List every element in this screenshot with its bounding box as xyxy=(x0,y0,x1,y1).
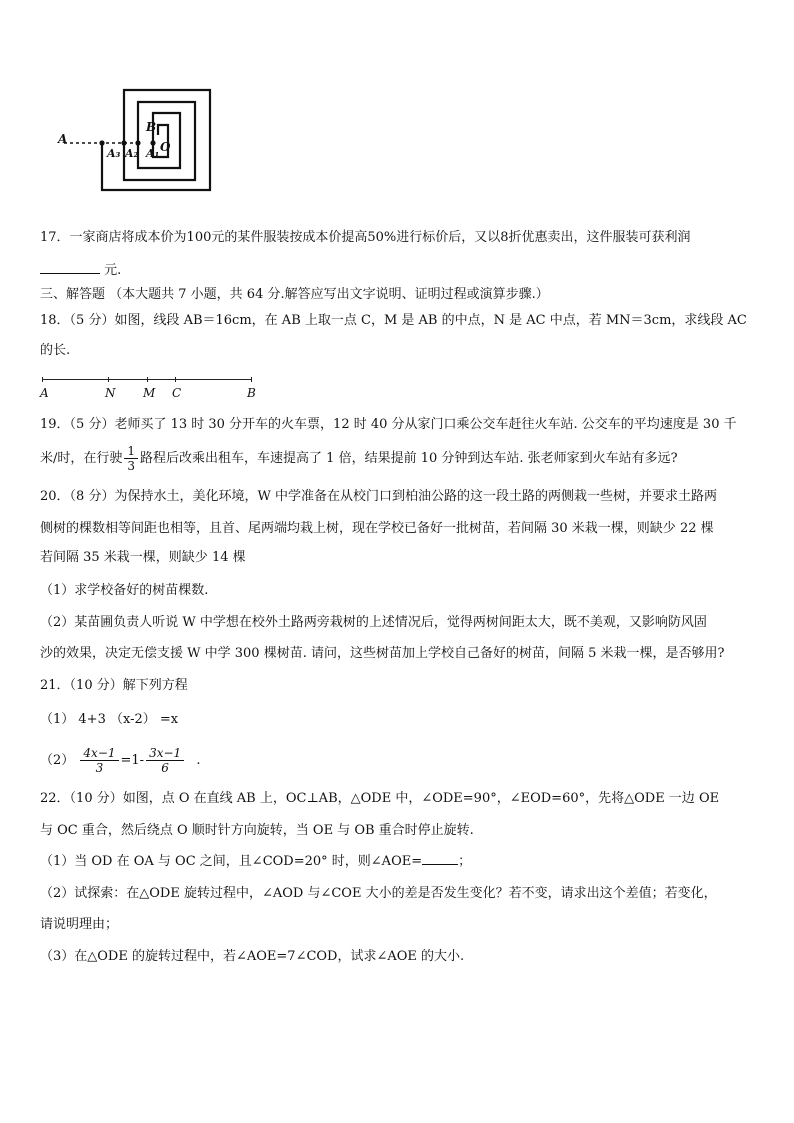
tick-m xyxy=(147,377,148,382)
q20-line1: 20．（8 分）为保持水土，美化环境，W 中学准备在从校门口到柏油公路的这一段土路的两侧栽一些树，并要求土路两 xyxy=(40,489,717,504)
q17-answer-blank xyxy=(40,261,100,274)
figure-label-a3: A₃ xyxy=(107,147,121,160)
tick-n xyxy=(108,377,109,382)
q22-sub3: （3）在△ODE 的旋转过程中，若∠AOE=7∠COD，试求∠AOE 的大小. xyxy=(40,949,465,964)
q21-eq2-mid: =1- xyxy=(120,753,145,768)
q19-fraction xyxy=(124,444,138,473)
q22-sub2-line1: （2）试探索：在△ODE 旋转过程中，∠AOD 与∠COE 大小的差是否发生变化？若不变，请求出这个差值；若变化， xyxy=(40,886,717,901)
seg-label-a: A xyxy=(40,386,49,400)
q22-sub1-answer-blank xyxy=(422,852,458,865)
q19-frac-num: 1 xyxy=(124,444,138,459)
q17-line1: 17．一家商店将成本价为100元的某件服装按成本价提高50%进行标价后，又以8折优惠卖出，这件服装可获利润 xyxy=(40,230,691,245)
q20-sub2-line1: （2）某苗圃负责人听说 W 中学想在校外土路两旁栽树的上述情况后，觉得两树间距太大，既不美观，又影响防风固 xyxy=(40,615,707,630)
q21-eq2-label: （2） xyxy=(40,753,75,768)
figure-label-a1: A₁ xyxy=(146,147,160,160)
seg-label-c: C xyxy=(172,386,182,400)
q22-sub1 xyxy=(40,852,471,871)
figure-label-b: B xyxy=(146,120,157,134)
q21-eq2-rden: 6 xyxy=(161,761,169,775)
tick-a xyxy=(42,377,43,382)
seg-label-b: B xyxy=(247,386,256,400)
seg-label-n: N xyxy=(105,386,116,400)
q19-line2 xyxy=(40,442,678,476)
q17-unit: 元. xyxy=(104,263,122,278)
section3-title: 三、解答题 （本大题共 7 小题，共 64 分.解答应写出文字说明、证明过程或演算步骤.） xyxy=(40,287,549,302)
q22-sub2-line2: 请说明理由； xyxy=(40,917,119,932)
figure-label-o: O xyxy=(160,140,171,154)
tick-b xyxy=(251,377,252,382)
seg-label-m: M xyxy=(143,386,156,400)
q21-eq2 xyxy=(40,742,200,780)
square-spiral-figure xyxy=(50,85,220,200)
figure-label-a2: A₂ xyxy=(125,147,139,160)
tick-c xyxy=(175,377,176,382)
q20-line2: 侧树的棵数相等间距也相等，且首、尾两端均栽上树，现在学校已备好一批树苗，若间隔 30 米栽一棵，则缺少 22 棵 xyxy=(40,521,714,536)
q19-frac-den: 3 xyxy=(127,459,136,473)
q22-line2: 与 OC 重合，然后绕点 O 顺时针方向旋转，当 OE 与 OB 重合时停止旋转. xyxy=(40,823,474,838)
q18-line2: 的长. xyxy=(40,343,71,358)
q21-eq2-end: . xyxy=(196,753,201,768)
q21-eq1: （1） 4+3 （x-2） =x xyxy=(40,712,179,727)
q21-title: 21．（10 分）解下列方程 xyxy=(40,678,188,693)
q19-line2-pre: 米/时，在行驶 xyxy=(40,451,123,466)
q22-line1: 22．（10 分）如图，点 O 在直线 AB 上，OC⊥AB，△ODE 中，∠ODE=90°，∠EOD=60°，先将△ODE 一边 OE xyxy=(40,791,720,806)
q19-line1: 19．（5 分）老师买了 13 时 30 分开车的火车票，12 时 40 分从家门口乘公交车赶往火车站. 公交车的平均速度是 30 千 xyxy=(40,417,737,432)
q20-sub2-line2: 沙的效果，决定无偿支援 W 中学 300 棵树苗. 请问，这些树苗加上学校自己备好的树苗，间隔 5 米栽一棵，是否够用? xyxy=(40,646,725,661)
q22-sub1-text: （1）当 OD 在 OA 与 OC 之间，且∠COD=20° 时，则∠AOE= xyxy=(40,854,423,869)
q18-line1: 18．（5 分）如图，线段 AB＝16cm，在 AB 上取一点 C，M 是 AB 的中点，N 是 AC 中点，若 MN＝3cm，求线段 AC xyxy=(40,313,747,328)
q21-eq2-rnum: 3x−1 xyxy=(146,746,184,761)
q21-eq2-left-fraction xyxy=(80,746,118,775)
q19-line2-post: 路程后改乘出租车，车速提高了 1 倍，结果提前 10 分钟到达车站. 张老师家到火车站有多远? xyxy=(140,451,678,466)
q22-sub1-end: ； xyxy=(458,854,472,869)
q17-line2 xyxy=(40,261,121,280)
figure-label-a: A xyxy=(58,132,68,146)
q21-eq2-right-fraction xyxy=(146,746,184,775)
q20-sub1: （1）求学校备好的树苗棵数. xyxy=(40,583,209,598)
q21-eq2-lden: 3 xyxy=(95,761,104,775)
q20-line3: 若间隔 35 米栽一棵，则缺少 14 棵 xyxy=(40,550,246,565)
q21-eq2-lnum: 4x−1 xyxy=(80,746,118,761)
